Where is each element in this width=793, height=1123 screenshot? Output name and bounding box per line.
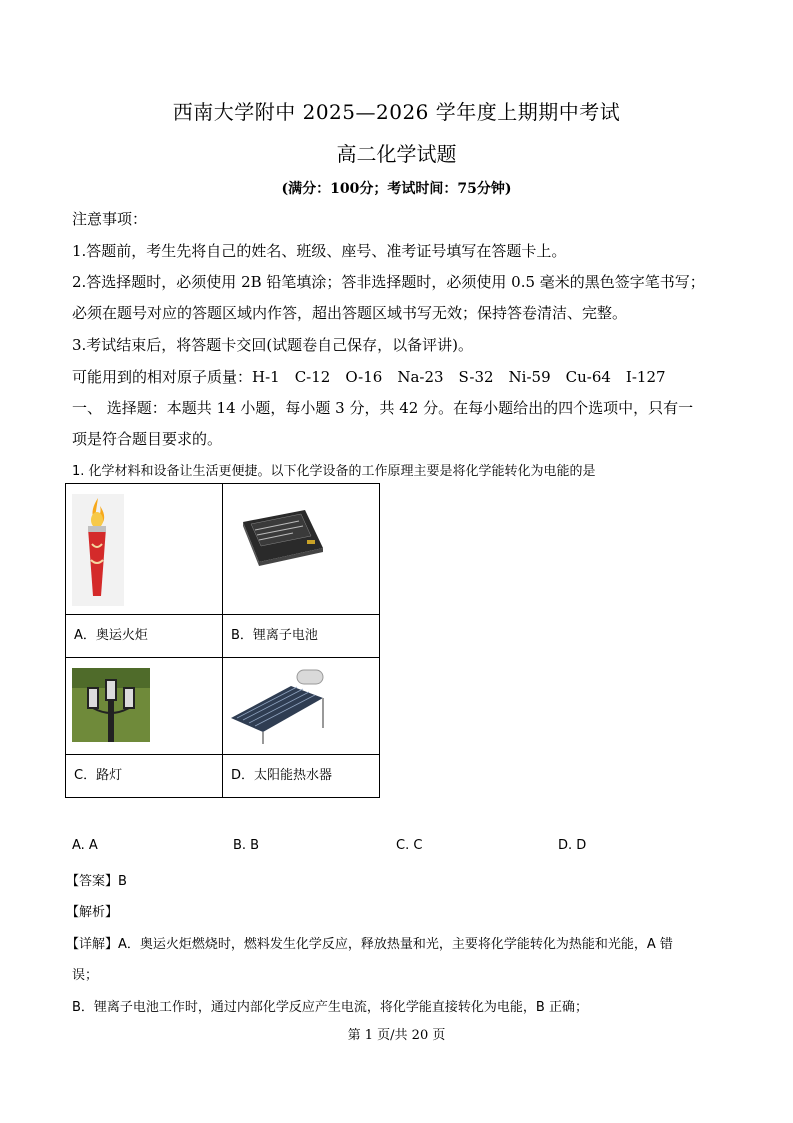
page-number: 第 1 页/共 20 页 (347, 1028, 446, 1043)
note-item-2a: 2.答选择题时，必须使用 2B 铅笔填涂；答非选择题时，必须使用 0.5 毫米的黑色签字笔书写； (72, 273, 705, 291)
option-a-label: A．奥运火炬 (66, 615, 223, 658)
question-1-stem: 1. 化学材料和设备让生活更便捷。以下化学设备的工作原理主要是将化学能转化为电能的是 (72, 464, 596, 479)
option-a-image-cell (66, 484, 223, 615)
options-table (65, 483, 380, 798)
exam-info: (满分：100分；考试时间：75分钟) (281, 181, 512, 197)
exam-subject-title: 高二化学试题 (336, 142, 457, 166)
analysis-label: 【解析】 (66, 905, 119, 920)
note-item-3: 3.考试结束后，将答题卡交回(试题卷自己保存，以备评讲)。 (72, 336, 474, 354)
section-heading-line2: 项是符合题目要求的。 (72, 430, 223, 448)
lithium-ion-battery-icon (223, 484, 371, 610)
option-c-image-cell (66, 658, 223, 755)
option-d-label: D．太阳能热水器 (223, 755, 380, 798)
detail-line-2: 误； (72, 968, 99, 983)
option-b-image-cell (223, 484, 380, 615)
option-b-label: B．锂离子电池 (223, 615, 380, 658)
note-item-2b: 必须在题号对应的答题区域内作答，超出答题区域书写无效；保持答卷清洁、完整。 (72, 304, 628, 322)
section-heading-line1: 一、 选择题：本题共 14 小题，每小题 3 分，共 42 分。在每小题给出的四个选项中，只有一 (72, 399, 694, 417)
option-c-label: C．路灯 (66, 755, 223, 798)
detail-line-3: B．锂离子电池工作时，通过内部化学反应产生电流，将化学能直接转化为电能，B 正确； (72, 1000, 588, 1015)
notes-heading: 注意事项： (72, 210, 148, 228)
exam-title: 西南大学附中 2025—2026 学年度上期期中考试 (172, 100, 621, 124)
note-item-1: 1.答题前，考生先将自己的姓名、班级、座号、准考证号填写在答题卡上。 (72, 242, 567, 260)
choice-b[interactable]: B. B (233, 838, 260, 853)
atomic-masses: 可能用到的相对原子质量：H-1 C-12 O-16 Na-23 S-32 Ni-59 Cu-64 I-127 (72, 368, 666, 386)
street-lamp-icon (66, 658, 214, 750)
answer-label: 【答案】B (66, 874, 127, 889)
solar-water-heater-icon (223, 658, 371, 750)
choice-d[interactable]: D. D (558, 838, 587, 853)
choice-a[interactable]: A. A (72, 838, 98, 853)
choice-c[interactable]: C. C (396, 838, 423, 853)
option-d-image-cell (223, 658, 380, 755)
detail-line-1: 【详解】A．奥运火炬燃烧时，燃料发生化学反应，释放热量和光，主要将化学能转化为热能和光能，A 错 (66, 937, 673, 952)
olympic-torch-icon (66, 484, 214, 610)
